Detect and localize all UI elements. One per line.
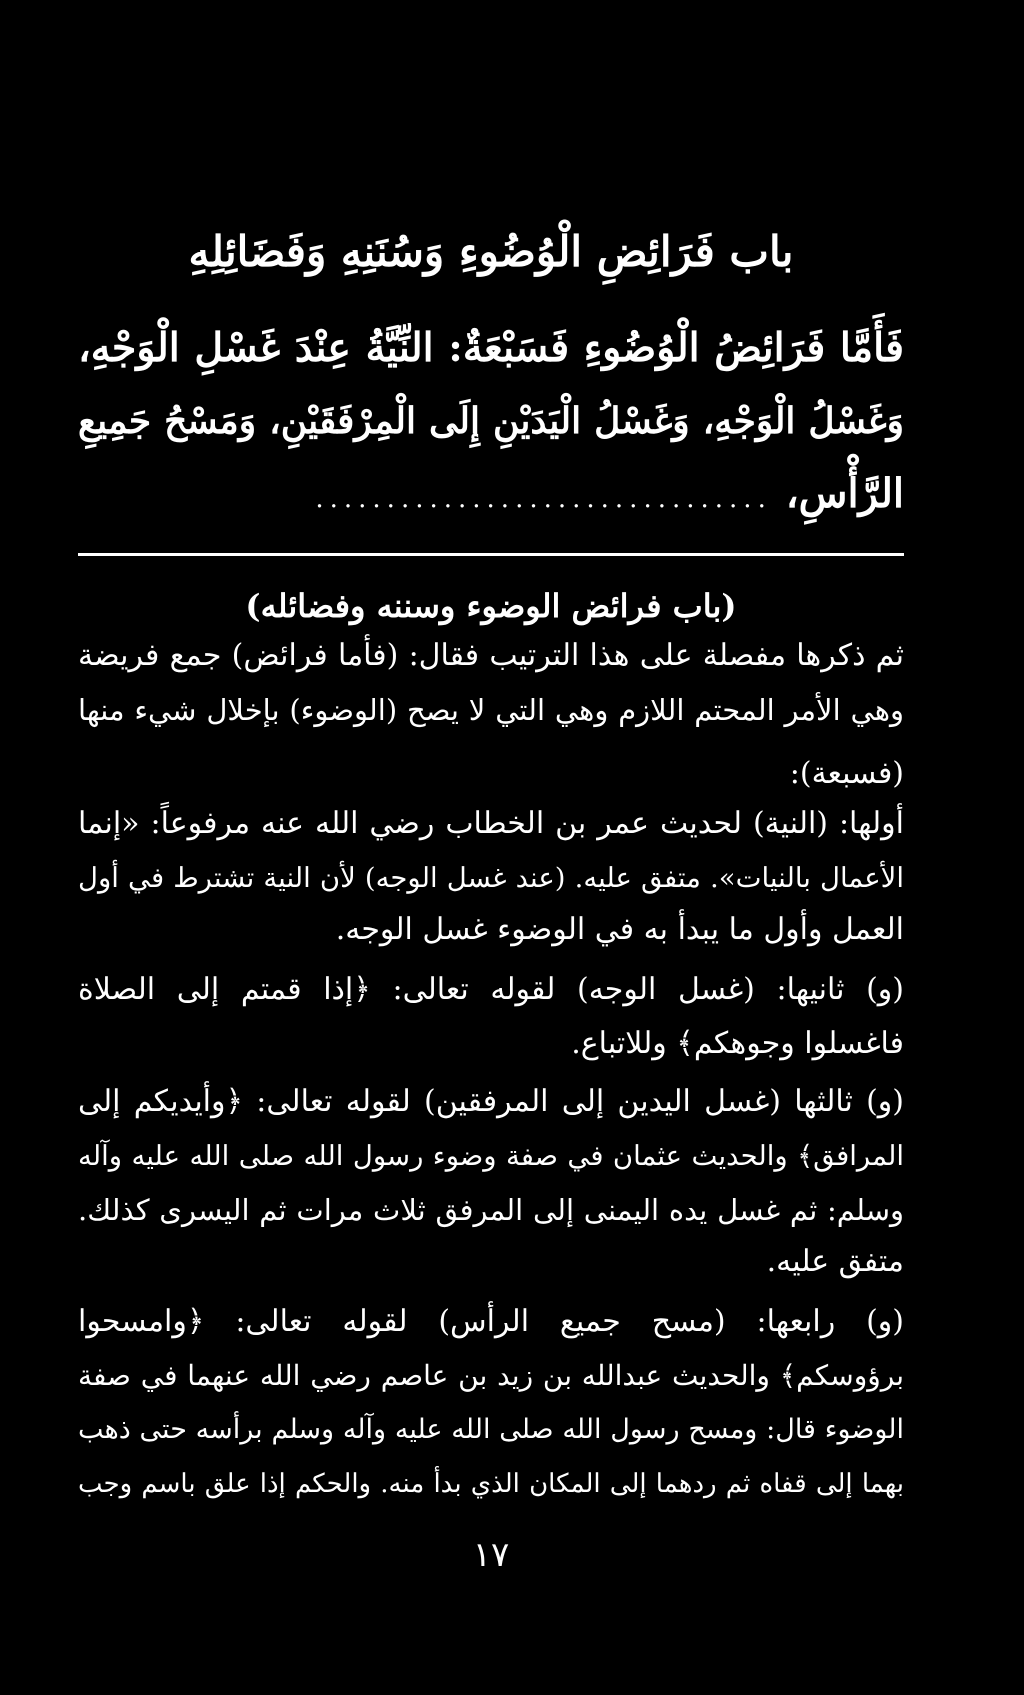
- sharh-line-4: أولها: (النية) لحديث عمر بن الخطاب رضي الله عنه مرفوعاً: «إنما: [78, 806, 904, 841]
- sharh-line-11: وسلم: ثم غسل يده اليمنى إلى المرفق ثلاث مرات ثم اليسرى كذلك.: [78, 1193, 904, 1227]
- sharh-line-10: المرافق﴾ والحديث عثمان في صفة وضوء رسول الله صلى الله عليه وآله: [78, 1140, 904, 1172]
- section-divider: [78, 553, 904, 556]
- matn-line-2: وَغَسْلُ الْوَجْهِ، وَغَسْلُ الْيَدَيْنِ إِلَى الْمِرْفَقَيْنِ، وَمَسْحُ جَمِيعِ: [78, 400, 904, 442]
- matn-line-3: [78, 466, 904, 527]
- sharh-line-8: فاغسلوا وجوهكم﴾ وللاتباع.: [571, 1026, 904, 1061]
- sharh-line-5: الأعمال بالنيات». متفق عليه. (عند غسل الوجه) لأن النية تشترط في أول: [78, 862, 904, 894]
- sharh-line-16: بهما إلى قفاه ثم ردهما إلى المكان الذي بدأ منه. والحكم إذا علق باسم وجب: [78, 1469, 904, 1499]
- sharh-line-14: برؤوسكم﴾ والحديث عبدالله بن زيد بن عاصم رضي الله عنهما في صفة: [78, 1359, 904, 1392]
- sharh-line-2: وهي الأمر المحتم اللازم وهي التي لا يصح (الوضوء) بإخلال شيء منها: [78, 693, 904, 727]
- page-number: ١٧: [472, 1535, 510, 1575]
- chapter-title: باب فَرَائِضِ الْوُضُوءِ وَسُنَنِهِ وَفَضَائِلِهِ: [188, 227, 794, 276]
- sharh-line-3: (فسبعة):: [789, 756, 904, 791]
- sharh-line-13: (و) رابعها: (مسح جميع الرأس) لقوله تعالى: ﴿وامسحوا: [78, 1304, 904, 1339]
- sharh-title: (باب فرائض الوضوء وسننه وفضائله): [245, 587, 737, 625]
- sharh-line-12: متفق عليه.: [766, 1244, 904, 1279]
- book-page: [78, 0, 904, 1695]
- sharh-line-9: (و) ثالثها (غسل اليدين إلى المرفقين) لقوله تعالى: ﴿وأيديكم إلى: [78, 1084, 904, 1119]
- sharh-line-15: الوضوء قال: ومسح رسول الله صلى الله عليه وآله وسلم برأسه حتى ذهب: [78, 1414, 904, 1445]
- sharh-line-7: (و) ثانيها: (غسل الوجه) لقوله تعالى: ﴿إذا قمتم إلى الصلاة: [78, 972, 904, 1007]
- matn-line-1: فَأَمَّا فَرَائِضُ الْوُضُوءِ فَسَبْعَةٌ: النِّيَّةُ عِنْدَ غَسْلِ الْوَجْهِ،: [78, 325, 904, 371]
- matn-dots: ................................: [315, 484, 772, 514]
- sharh-line-1: ثم ذكرها مفصلة على هذا الترتيب فقال: (فأما فرائض) جمع فريضة: [78, 638, 904, 673]
- matn-line-3-text: الرَّأْسِ،: [785, 470, 904, 517]
- sharh-line-6: العمل وأول ما يبدأ به في الوضوء غسل الوجه.: [335, 912, 904, 947]
